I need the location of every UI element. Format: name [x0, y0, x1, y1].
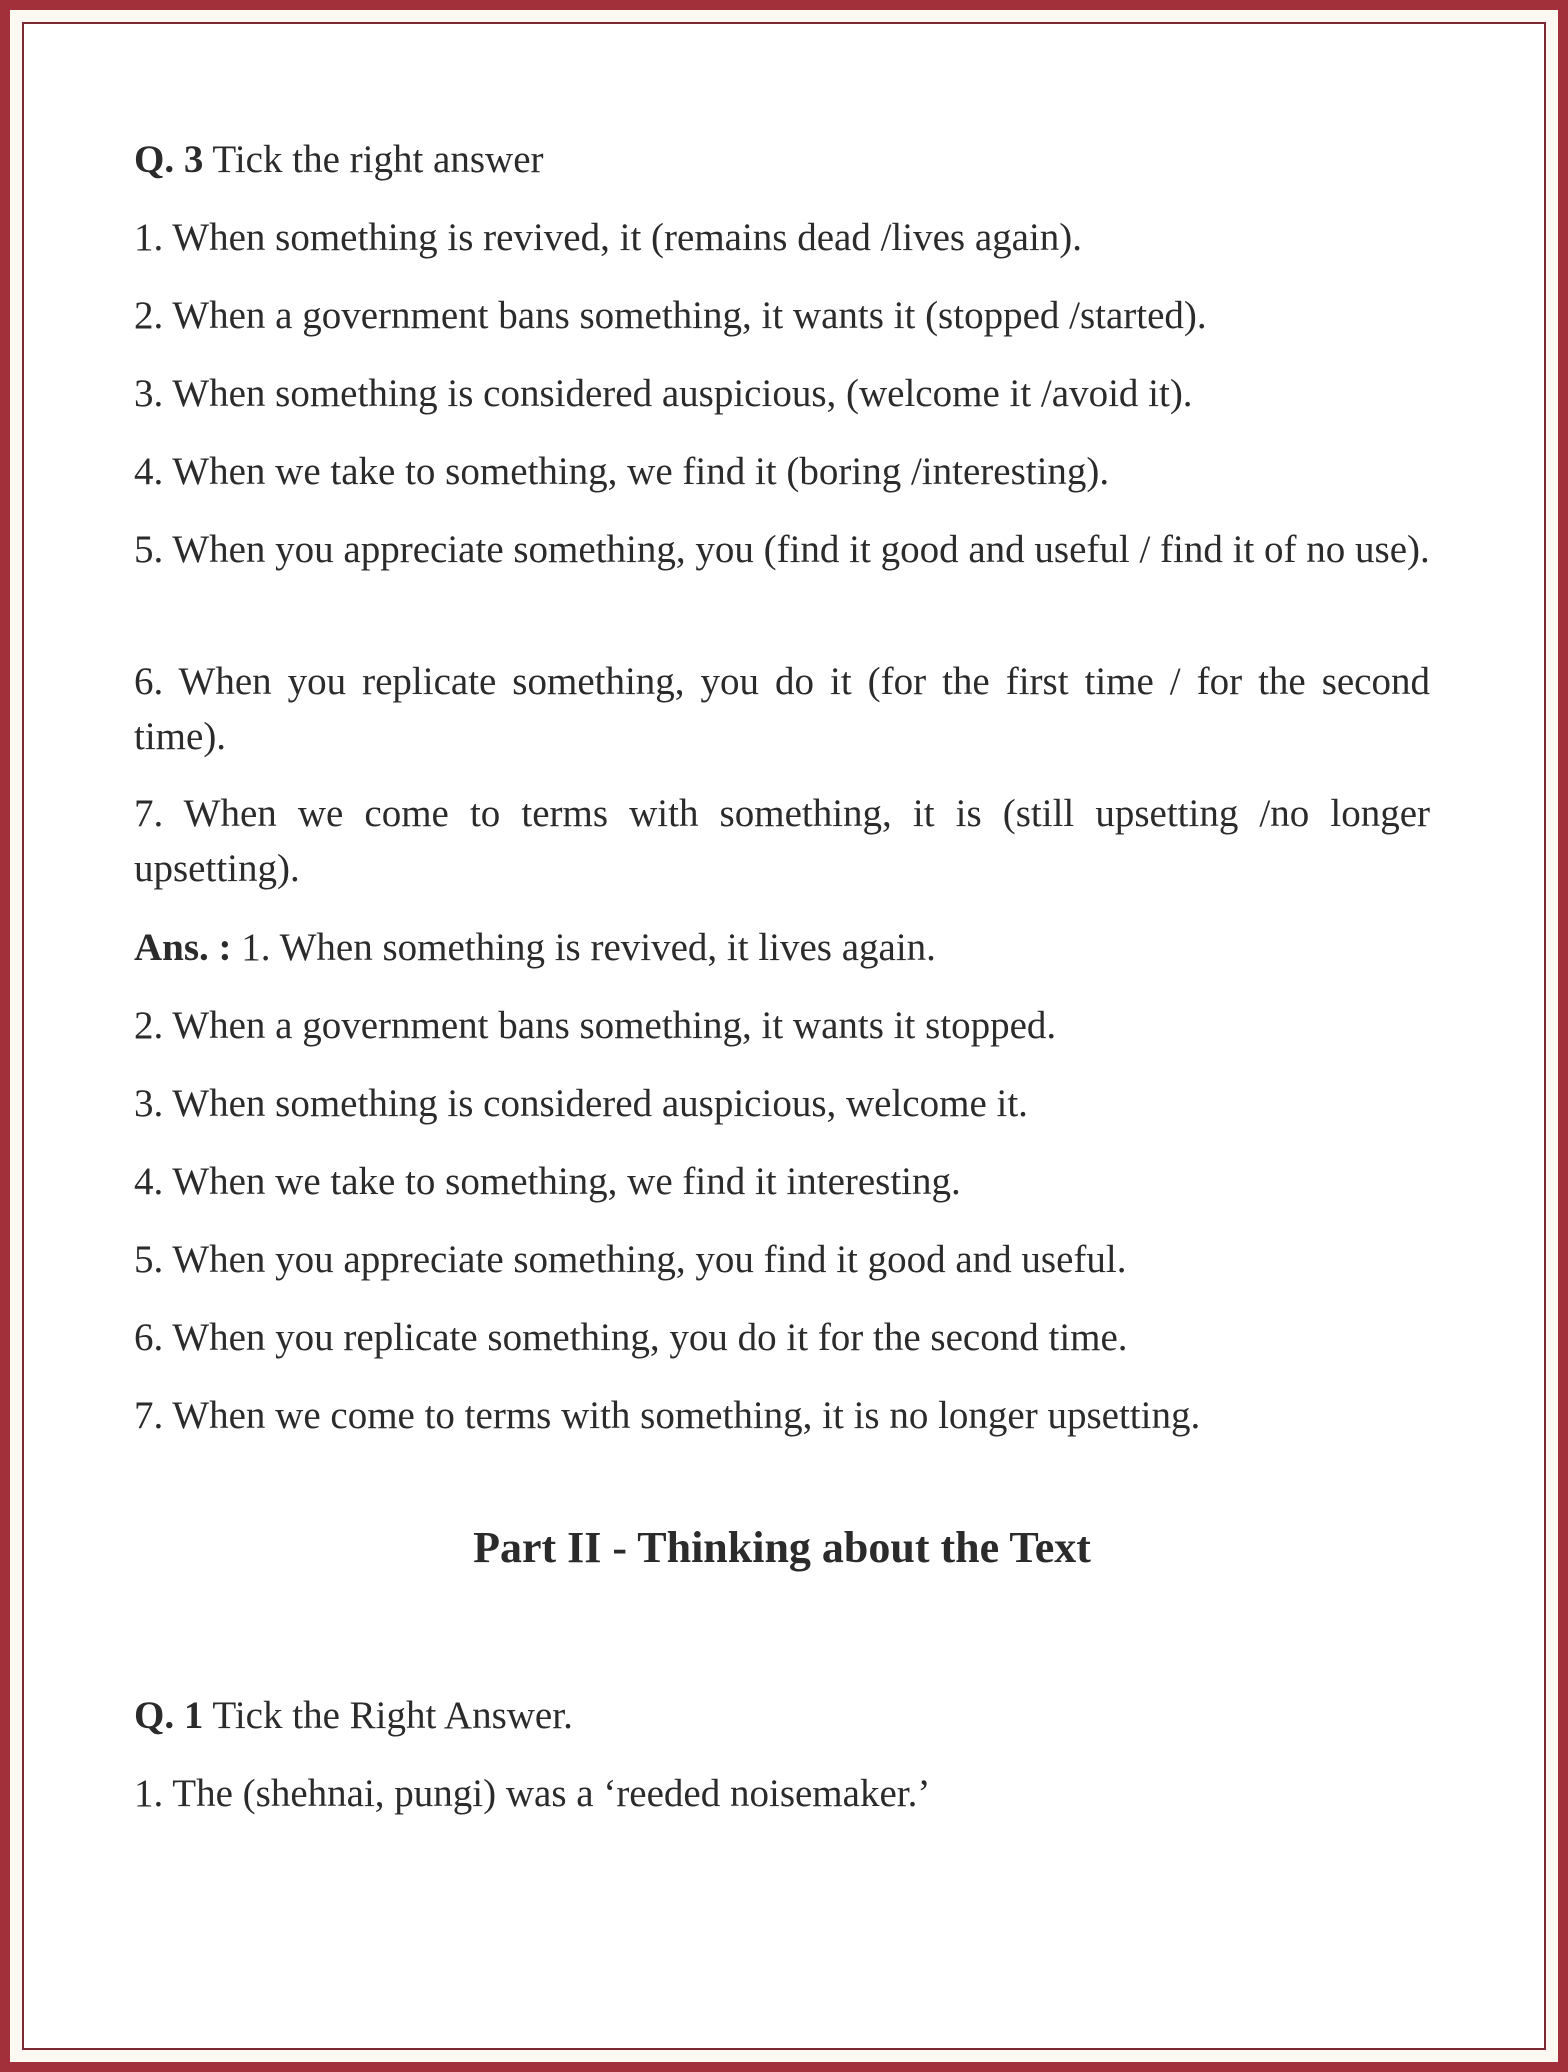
q3-item-4: 4. When we take to something, we find it (boring /interesting). — [134, 450, 1110, 493]
answer-6: 6. When you replicate something, you do it for the second time. — [134, 1316, 1128, 1359]
part2-q1-item-1: 1. The (shehnai, pungi) was a ‘reeded noisemaker.’ — [134, 1772, 931, 1815]
q3-item-2: 2. When a government bans something, it wants it (stopped /started). — [134, 294, 1207, 337]
q3-item-6: 6. When you replicate something, you do it (for the first time / for the second time). — [134, 660, 1430, 758]
q3-heading — [134, 132, 1430, 187]
q3-item-5: 5. When you appreciate something, you (find it good and useful / find it of no use). — [134, 528, 1430, 571]
answer-4: 4. When we take to something, we find it interesting. — [134, 1160, 961, 1203]
part2-q1-heading — [134, 1688, 1430, 1743]
part2-q1-label: Q. 1 — [134, 1694, 204, 1737]
answer-1 — [134, 920, 1430, 975]
answer-1-text: 1. When something is revived, it lives again. — [241, 926, 936, 969]
answer-3: 3. When something is considered auspicious, welcome it. — [134, 1082, 1028, 1125]
answer-label: Ans. : — [134, 926, 232, 969]
document-page — [134, 0, 1430, 2072]
part2-q1-title: Tick the Right Answer. — [212, 1694, 573, 1737]
answer-7: 7. When we come to terms with something, it is no longer upsetting. — [134, 1394, 1201, 1437]
q3-label: Q. 3 — [134, 138, 204, 181]
answer-2: 2. When a government bans something, it wants it stopped. — [134, 1004, 1057, 1047]
q3-title: Tick the right answer — [212, 138, 544, 181]
q3-item-7: 7. When we come to terms with something, it is (still upsetting /no longer upsetting). — [134, 792, 1430, 890]
q3-item-1: 1. When something is revived, it (remains dead /lives again). — [134, 216, 1083, 259]
section-heading-part-2: Part II - Thinking about the Text — [473, 1523, 1091, 1572]
q3-item-3: 3. When something is considered auspicious, (welcome it /avoid it). — [134, 372, 1193, 415]
answer-5: 5. When you appreciate something, you find it good and useful. — [134, 1238, 1127, 1281]
